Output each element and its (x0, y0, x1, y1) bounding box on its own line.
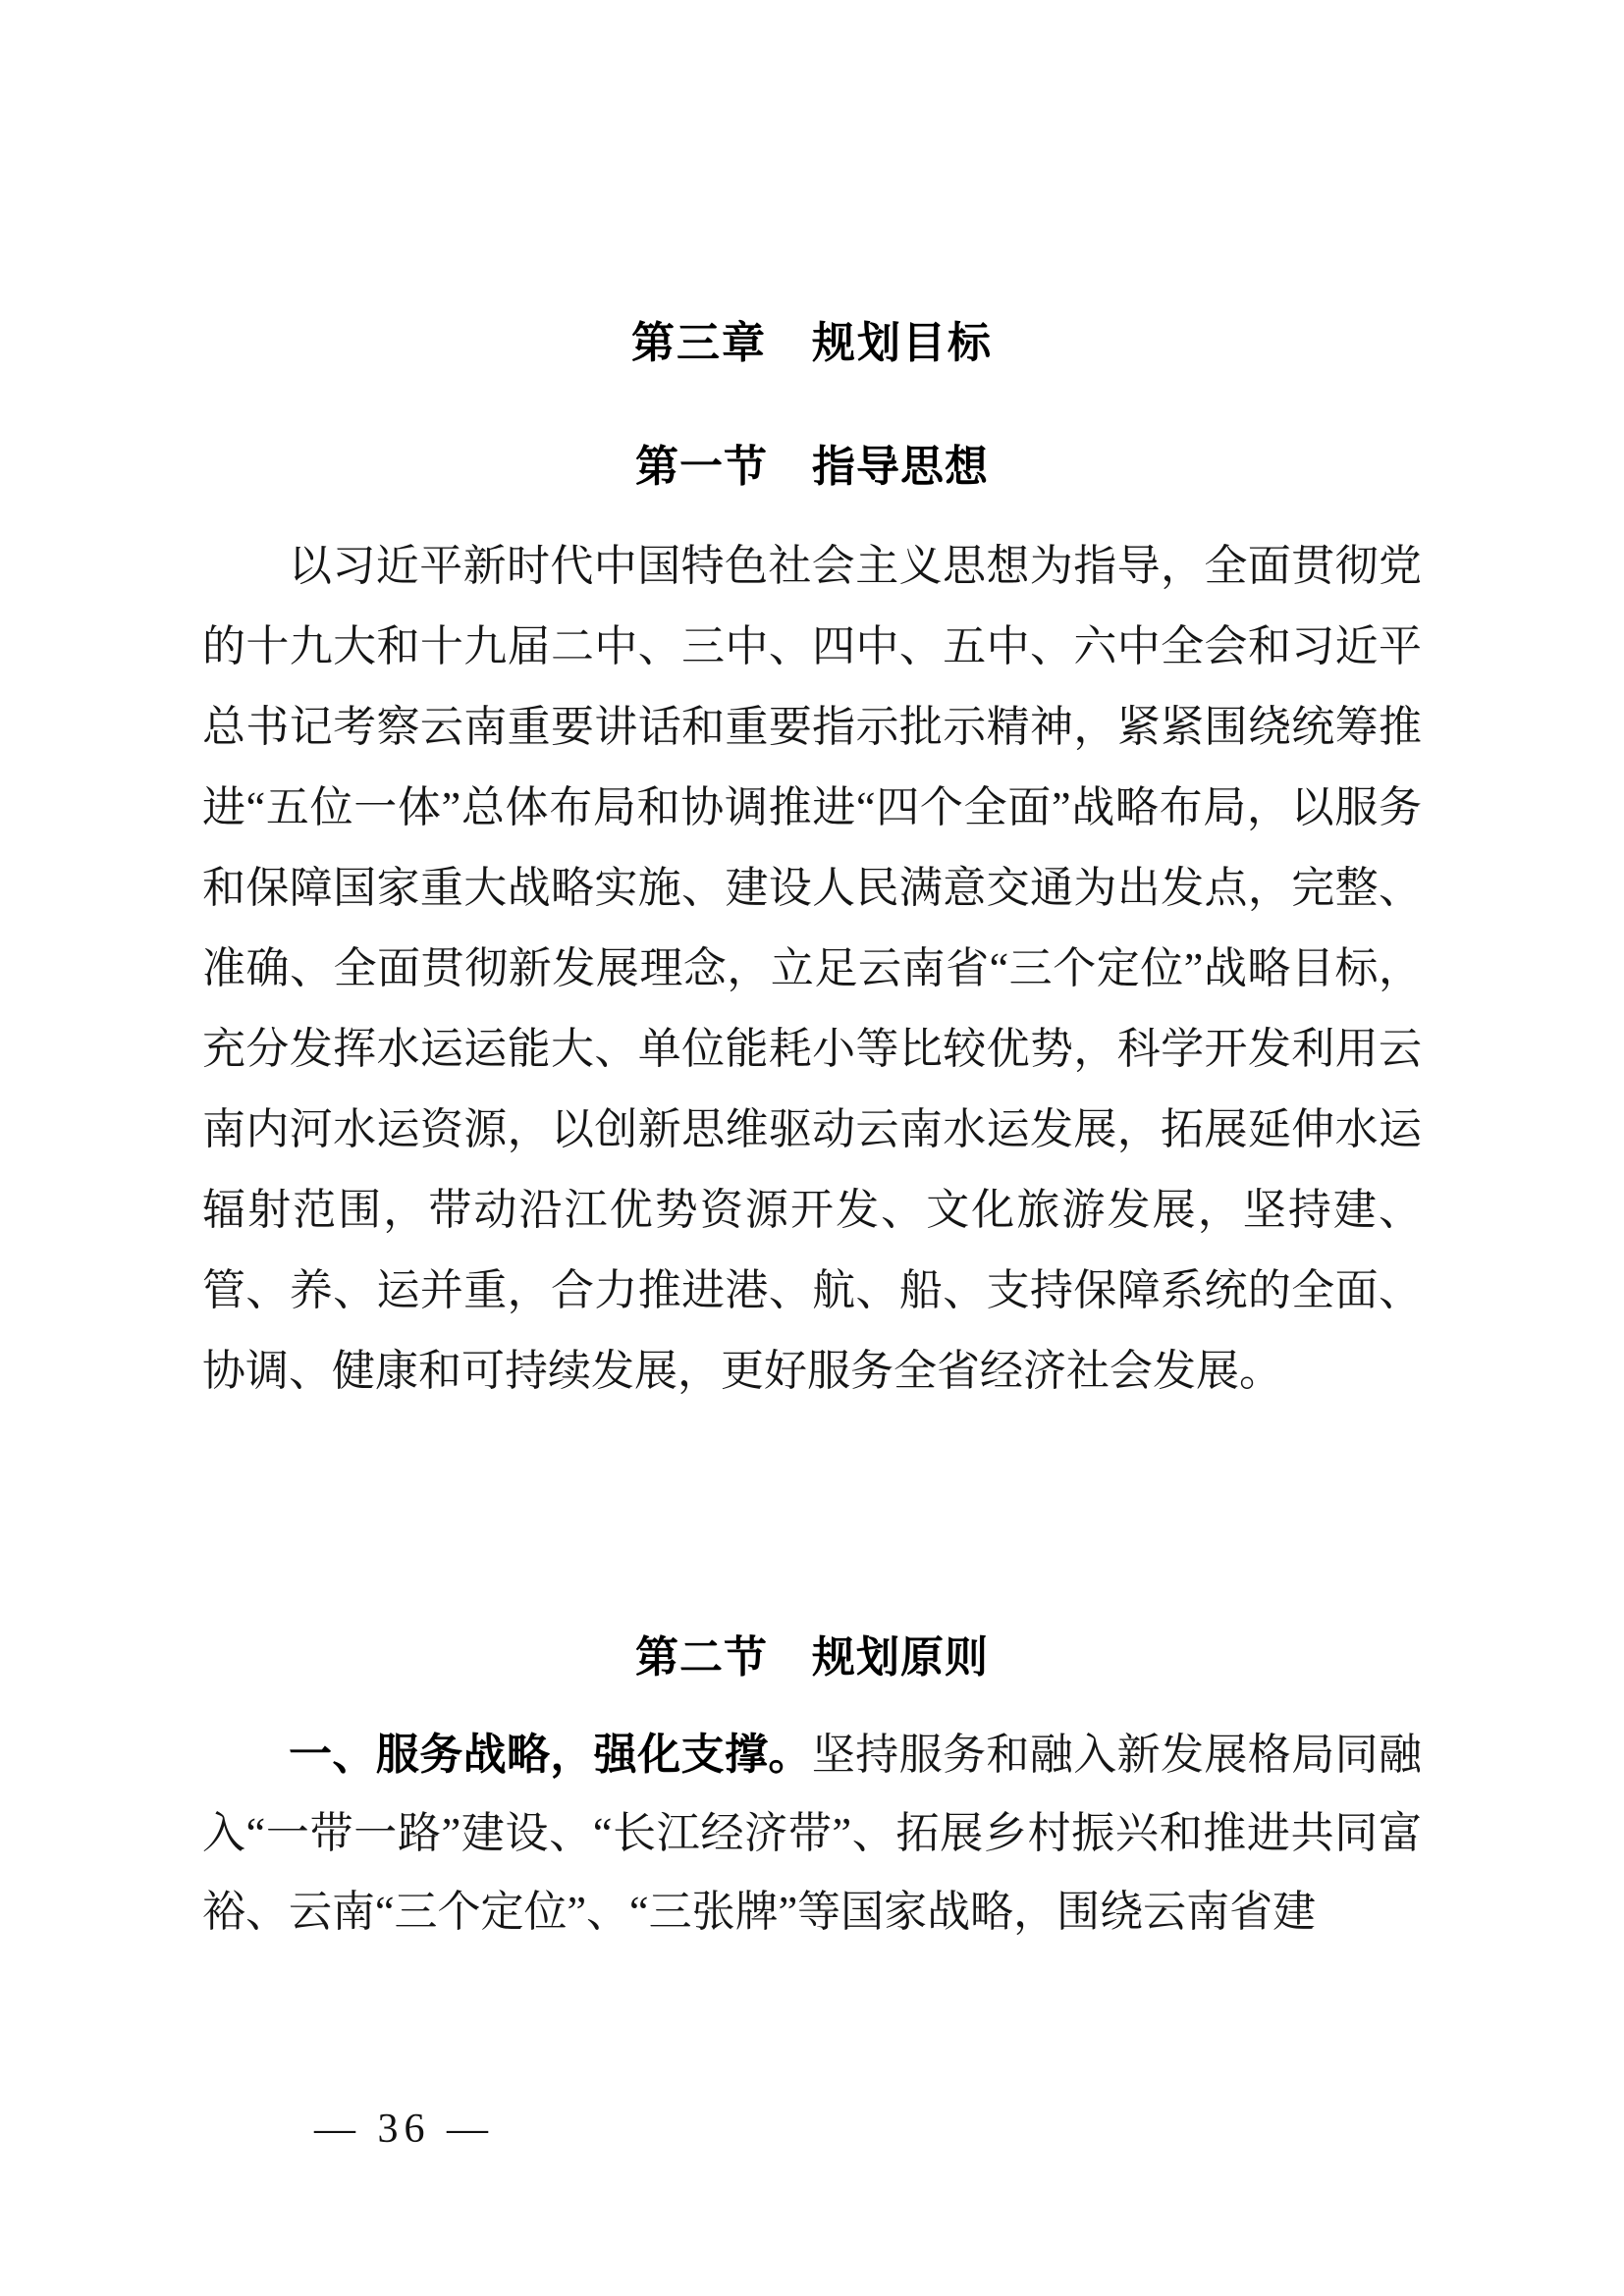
section-2-paragraph (202, 1716, 1422, 1951)
section-2-title: 第二节 规划原则 (635, 1633, 989, 1682)
paragraph-text: 坚持服务和融入新发展格局同融入“一带一路”建设、“长江经济带”、拓展乡村振兴和推进共同富裕、云南“三个定位”、“三张牌”等国家战略，围绕云南省建 (202, 1731, 1423, 1936)
paragraph-lead: 一、服务战略，强化支撑。 (289, 1731, 812, 1779)
chapter-title: 第三章 规划目标 (631, 319, 993, 367)
section-1-paragraph (202, 526, 1422, 1412)
section-1-title: 第一节 指导思想 (635, 443, 989, 491)
page-number: — 36 — (314, 2107, 494, 2152)
paragraph-text: 以习近平新时代中国特色社会主义思想为指导，全面贯彻党的十九大和十九届二中、三中、四中、五中、六中全会和习近平总书记考察云南重要讲话和重要指示批示精神，紧紧围绕统筹推进“五位一体”总体布局和协调推进“四个全面”战略布局，以服务和保障国家重大战略实施、建设人民满意交通为出发点，完整、准确、全面贯彻新发展理念，立足云南省“三个定位”战略目标，充分发挥水运运能大、单位能耗小等比较优势，科学开发利用云南内河水运资源，以创新思维驱动云南水运发展，拓展延伸水运辐射范围，带动沿江优势资源开发、文化旅游发展，坚持建、管、养、运并重，合力推进港、航、船、支持保障系统的全面、协调、健康和可持续发展，更好服务全省经济社会发展。 (202, 542, 1422, 1395)
